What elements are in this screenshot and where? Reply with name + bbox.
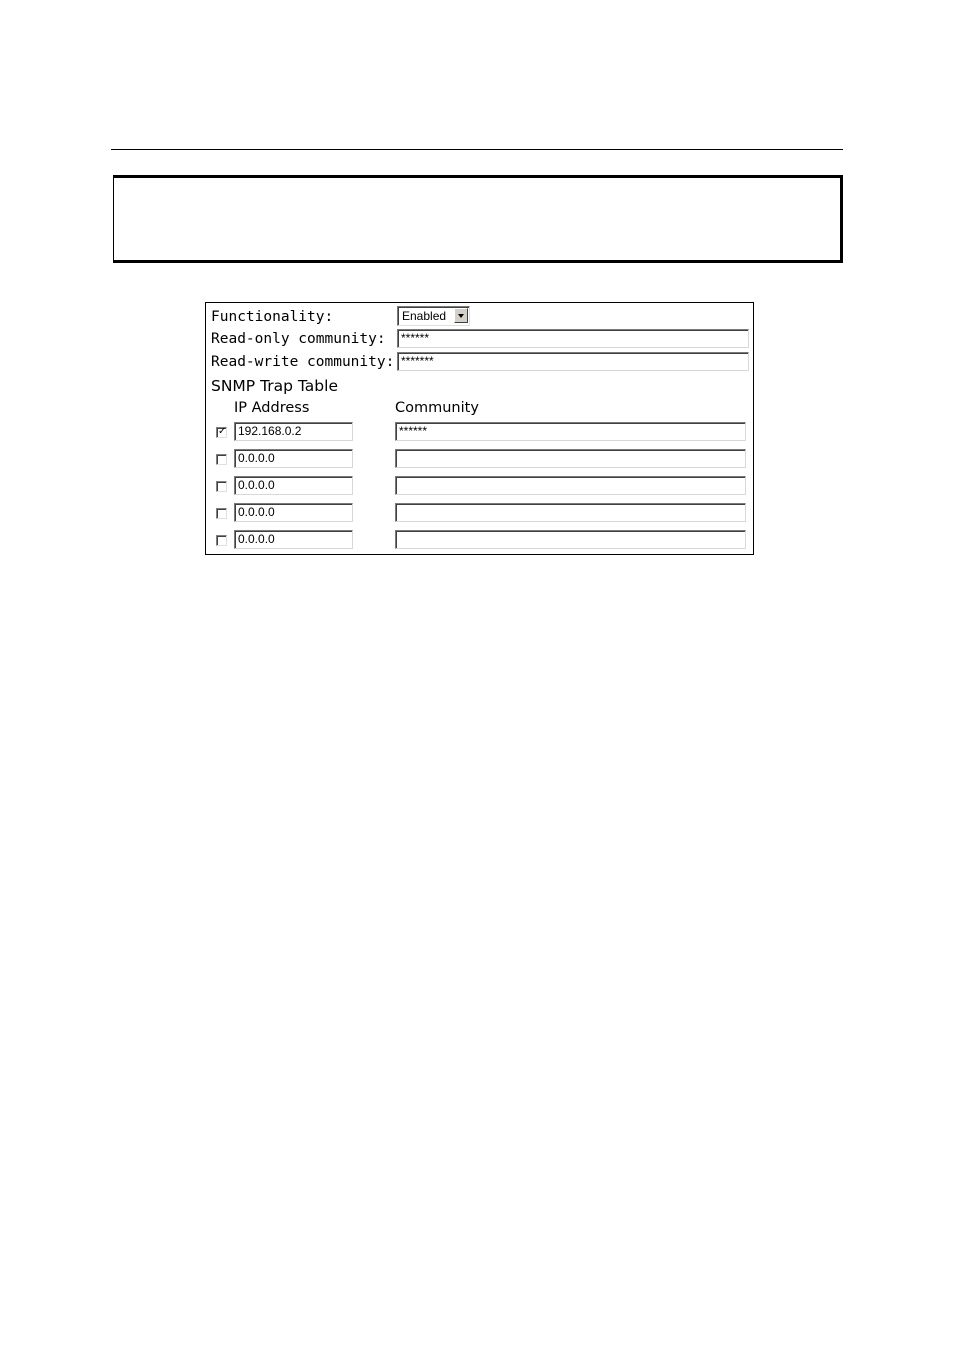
trap-row-checkbox[interactable] bbox=[216, 481, 227, 492]
read-only-community-input[interactable]: ****** bbox=[397, 329, 749, 348]
trap-community-input[interactable] bbox=[395, 530, 746, 549]
functionality-select-value: Enabled bbox=[402, 309, 447, 323]
ip-address-column-header: IP Address bbox=[234, 400, 310, 416]
trap-row-checkbox[interactable] bbox=[216, 535, 227, 546]
header-rule bbox=[111, 149, 843, 150]
trap-community-input[interactable] bbox=[395, 476, 746, 495]
functionality-label: Functionality: bbox=[211, 309, 334, 325]
snmp-settings-panel bbox=[205, 302, 754, 555]
checkmark-icon: ✓ bbox=[218, 426, 227, 437]
dropdown-arrow-icon[interactable] bbox=[454, 308, 468, 323]
trap-ip-input[interactable]: 192.168.0.2 bbox=[234, 422, 353, 441]
functionality-select[interactable] bbox=[397, 306, 470, 326]
trap-row-checkbox[interactable] bbox=[216, 427, 227, 438]
trap-row-checkbox[interactable] bbox=[216, 454, 227, 465]
community-column-header: Community bbox=[395, 400, 479, 416]
read-write-community-input[interactable]: ******* bbox=[397, 352, 749, 371]
trap-ip-input[interactable]: 0.0.0.0 bbox=[234, 449, 353, 468]
note-box bbox=[113, 175, 843, 263]
read-write-community-label: Read-write community: bbox=[211, 354, 395, 370]
trap-community-input[interactable] bbox=[395, 503, 746, 522]
trap-ip-input[interactable]: 0.0.0.0 bbox=[234, 530, 353, 549]
snmp-trap-table-title: SNMP Trap Table bbox=[211, 377, 338, 395]
trap-ip-input[interactable]: 0.0.0.0 bbox=[234, 503, 353, 522]
read-only-community-label: Read-only community: bbox=[211, 331, 386, 347]
trap-community-input[interactable] bbox=[395, 449, 746, 468]
trap-community-input[interactable]: ****** bbox=[395, 422, 746, 441]
trap-ip-input[interactable]: 0.0.0.0 bbox=[234, 476, 353, 495]
trap-row-checkbox[interactable] bbox=[216, 508, 227, 519]
